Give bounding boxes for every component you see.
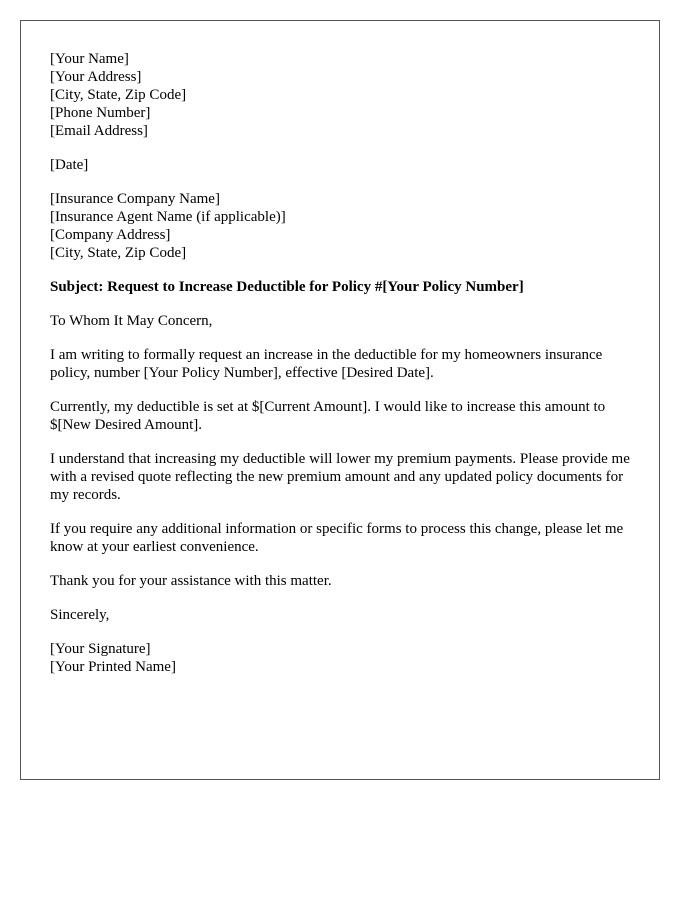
subject-line: Subject: Request to Increase Deductible for Policy #[Your Policy Number] xyxy=(50,279,524,295)
recipient-company-address: [Company Address] xyxy=(50,227,171,243)
recipient-block xyxy=(50,190,640,262)
letter-page xyxy=(20,20,660,780)
sender-name: [Your Name] xyxy=(50,51,129,67)
sender-block xyxy=(50,50,640,140)
salutation: To Whom It May Concern, xyxy=(50,313,213,329)
sender-email: [Email Address] xyxy=(50,123,148,139)
closing: Sincerely, xyxy=(50,607,110,623)
recipient-company-name: [Insurance Company Name] xyxy=(50,191,220,207)
paragraph-thanks: Thank you for your assistance with this matter. xyxy=(50,573,332,589)
sender-city-state-zip: [City, State, Zip Code] xyxy=(50,87,187,103)
paragraph-request: I am writing to formally request an increase in the deductible for my homeowners insurance policy, number [Your Policy Number], effective [Desired Date]. xyxy=(50,347,603,381)
sender-address: [Your Address] xyxy=(50,69,142,85)
printed-name: [Your Printed Name] xyxy=(50,659,176,675)
recipient-city-state-zip: [City, State, Zip Code] xyxy=(50,245,187,261)
date-block xyxy=(50,156,640,174)
signature-line: [Your Signature] xyxy=(50,641,151,657)
sender-phone: [Phone Number] xyxy=(50,105,151,121)
recipient-agent-name: [Insurance Agent Name (if applicable)] xyxy=(50,209,286,225)
letter-date: [Date] xyxy=(50,157,89,173)
paragraph-premium-quote: I understand that increasing my deductible will lower my premium payments. Please provide me with a revised quote reflecting the new premium amount and any updated policy documents for my records. xyxy=(50,451,630,503)
letter-body xyxy=(50,50,640,692)
signature-block xyxy=(50,640,640,676)
paragraph-current-deductible: Currently, my deductible is set at $[Current Amount]. I would like to increase this amount to $[New Desired Amount]. xyxy=(50,399,606,433)
paragraph-additional-info: If you require any additional information or specific forms to process this change, please let me know at your earliest convenience. xyxy=(50,521,624,555)
